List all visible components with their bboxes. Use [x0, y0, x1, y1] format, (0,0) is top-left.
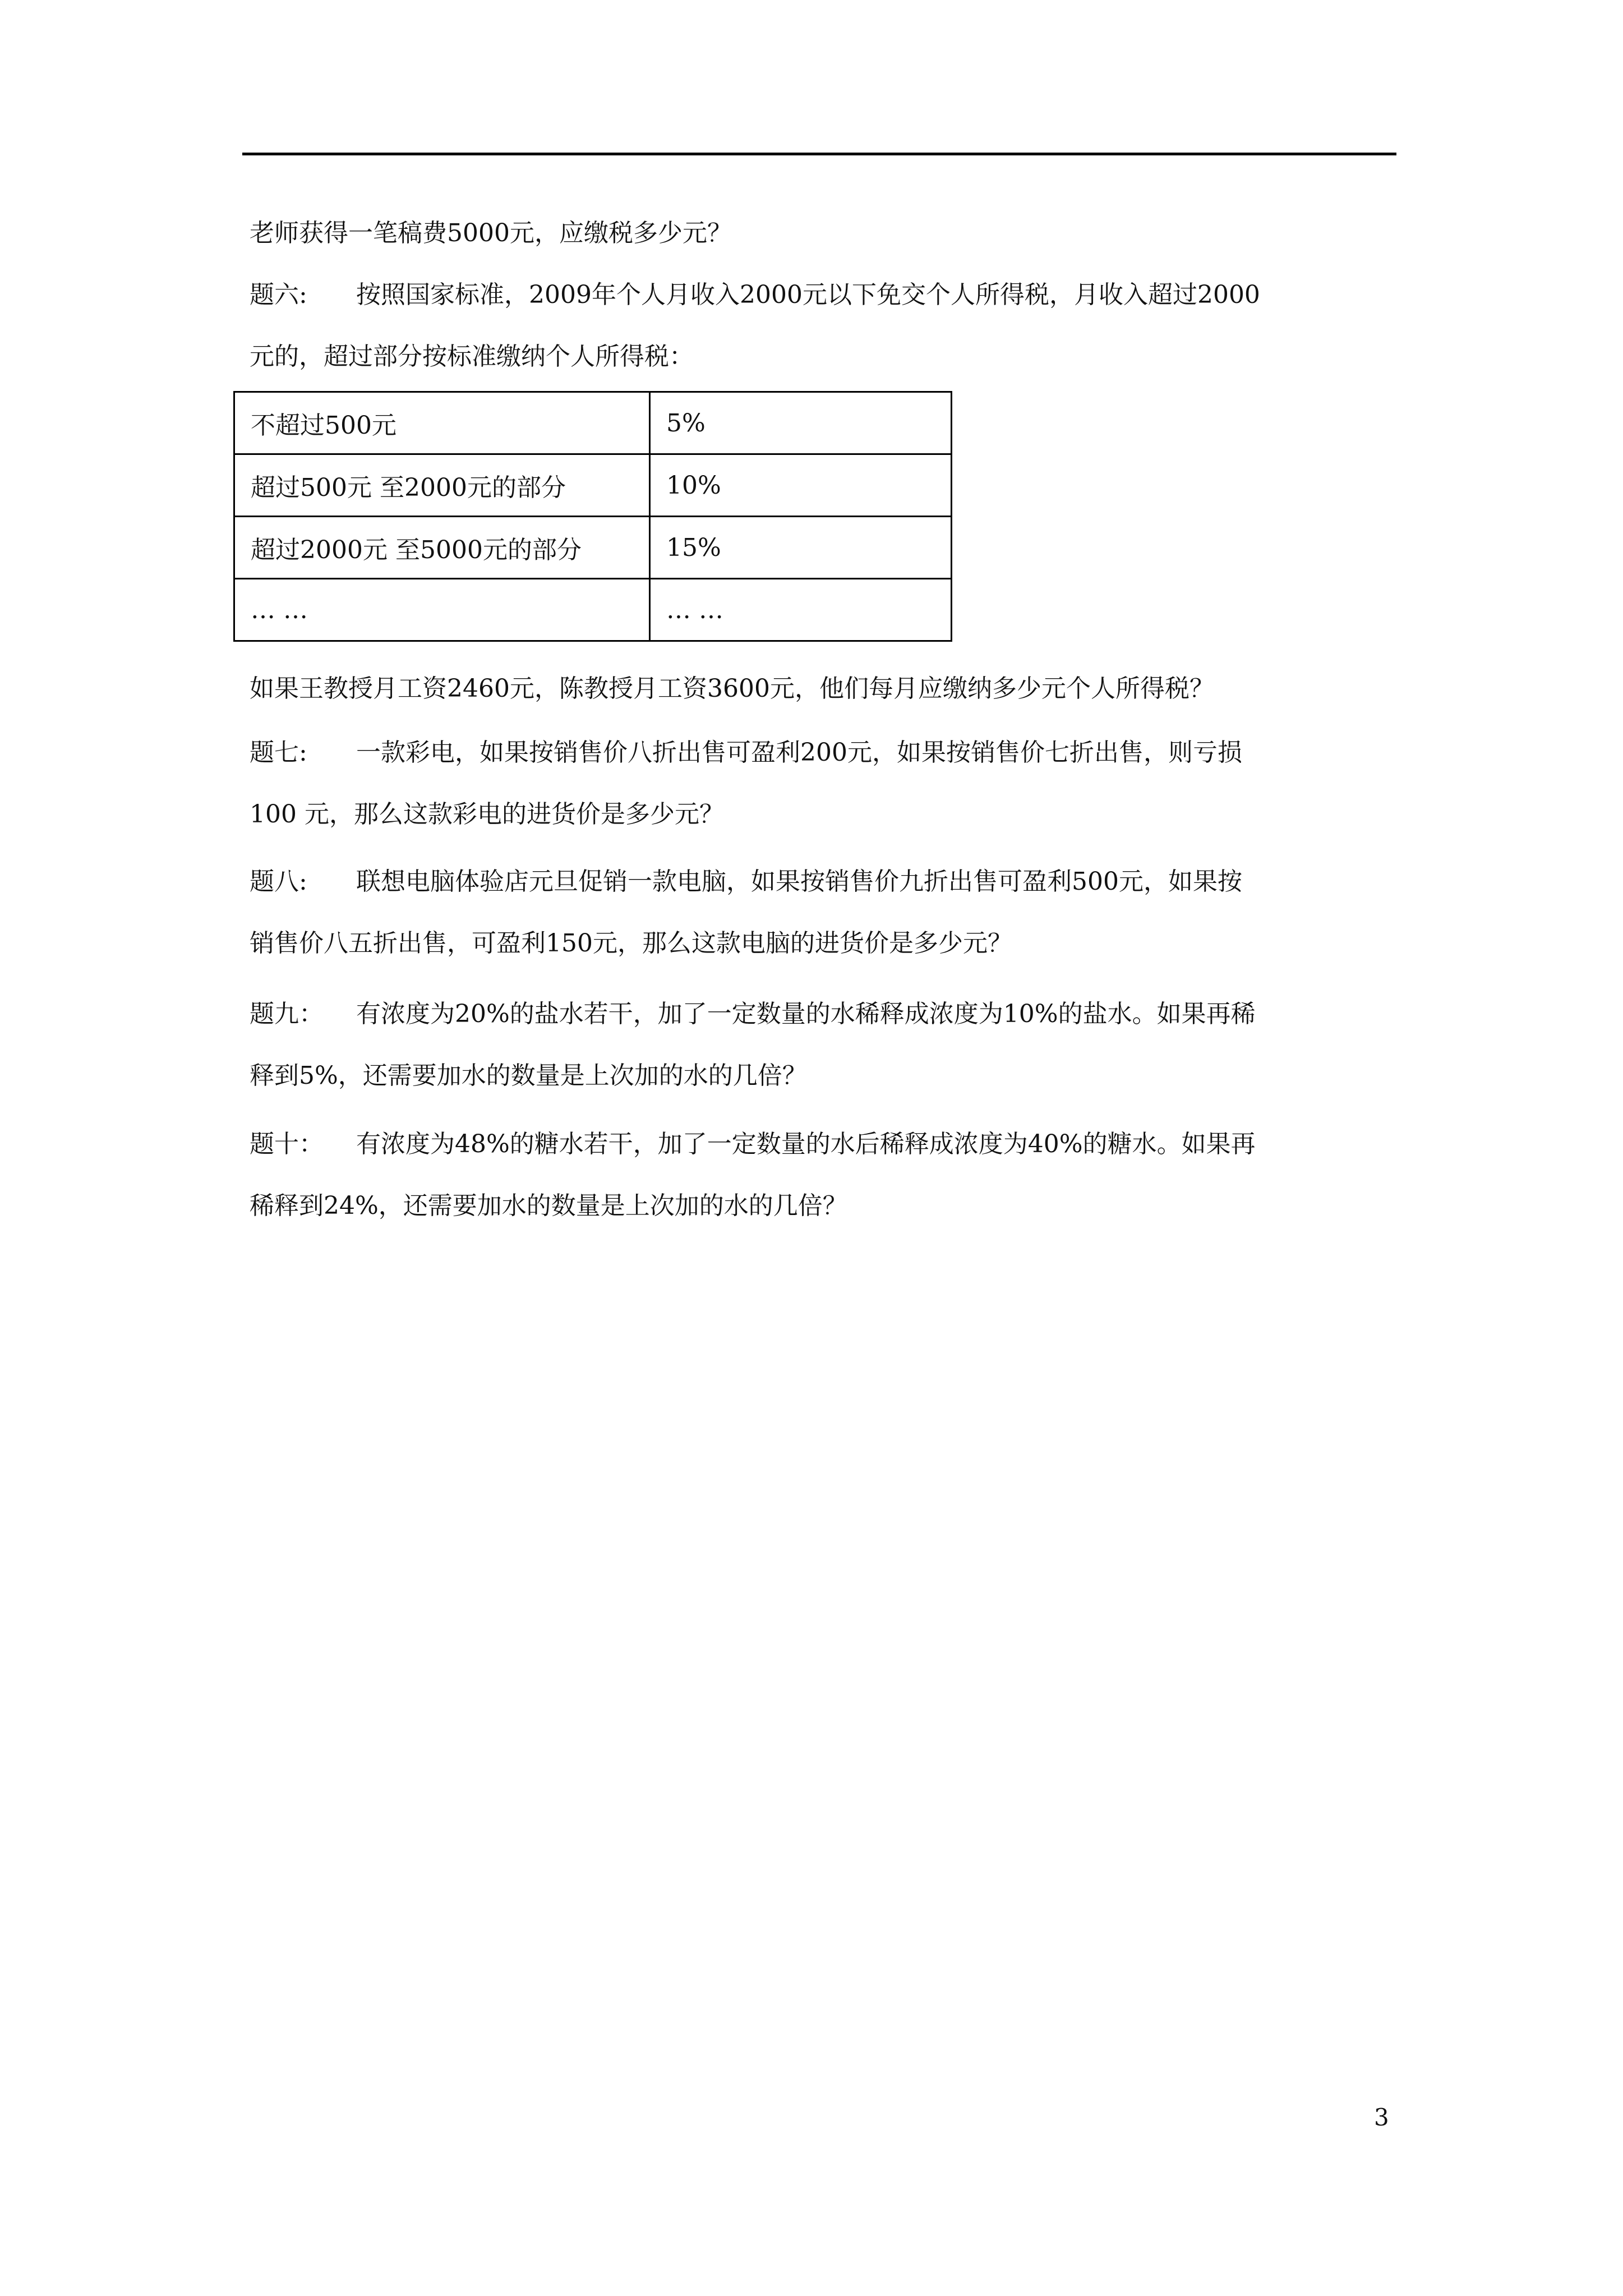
tax-rate-cell: … … — [650, 579, 952, 641]
question-7-line-1 — [250, 733, 1396, 773]
question-6-line-1 — [250, 275, 1396, 315]
table-row — [234, 392, 952, 454]
question-10 — [250, 1124, 1396, 1226]
question-6-question: 如果王教授月工资2460元，陈教授月工资3600元，他们每月应缴纳多少元个人所得税？ — [250, 674, 1214, 703]
question-9-text-2: 释到5%，还需要加水的数量是上次加的水的几倍？ — [250, 1061, 807, 1090]
page-number: 3 — [1374, 2104, 1389, 2131]
table-row — [234, 517, 952, 579]
question-6-prompt — [250, 669, 1396, 709]
tax-rate-cell: 10% — [650, 454, 952, 517]
tax-range-cell: … … — [234, 579, 650, 641]
tax-rate-table — [233, 391, 952, 642]
question-7-text-1: 一款彩电，如果按销售价八折出售可盈利200元，如果按销售价七折出售，则亏损 — [356, 738, 1242, 767]
question-9-line-1 — [250, 994, 1396, 1034]
question-8 — [250, 862, 1396, 964]
question-9-tag: 题九： — [250, 1000, 324, 1028]
question-7-text-2: 100 元，那么这款彩电的进货价是多少元？ — [250, 800, 724, 829]
continuation-text: 老师获得一笔稿费5000元，应缴税多少元？ — [250, 219, 732, 247]
continuation-paragraph — [250, 213, 1396, 254]
question-9 — [250, 994, 1396, 1096]
question-7 — [250, 733, 1396, 835]
question-10-text-2: 稀释到24%，还需要加水的数量是上次加的水的几倍？ — [250, 1191, 847, 1220]
question-10-tag: 题十： — [250, 1130, 324, 1158]
question-8-text-2: 销售价八五折出售，可盈利150元，那么这款电脑的进货价是多少元？ — [250, 929, 1012, 958]
question-10-text-1: 有浓度为48%的糖水若干，加了一定数量的水后稀释成浓度为40%的糖水。如果再 — [356, 1130, 1256, 1158]
tax-rate-cell: 15% — [650, 517, 952, 579]
question-6-text-1: 按照国家标准，2009年个人月收入2000元以下免交个人所得税，月收入超过2000 — [356, 280, 1260, 309]
question-6 — [250, 275, 1396, 377]
tax-range-cell: 超过2000元 至5000元的部分 — [234, 517, 650, 579]
question-10-line-1 — [250, 1124, 1396, 1165]
table-row — [234, 579, 952, 641]
header-rule — [242, 153, 1396, 155]
tax-range-cell: 超过500元 至2000元的部分 — [234, 454, 650, 517]
question-8-tag: 题八: — [250, 867, 307, 896]
question-6-tag: 题六: — [250, 280, 307, 309]
table-row — [234, 454, 952, 517]
tax-rate-cell: 5% — [650, 392, 952, 454]
question-8-line-1 — [250, 862, 1396, 902]
question-7-tag: 题七: — [250, 738, 307, 767]
question-9-text-1: 有浓度为20%的盐水若干，加了一定数量的水稀释成浓度为10%的盐水。如果再稀 — [356, 1000, 1256, 1028]
question-8-text-1: 联想电脑体验店元旦促销一款电脑，如果按销售价九折出售可盈利500元，如果按 — [356, 867, 1242, 896]
tax-range-cell: 不超过500元 — [234, 392, 650, 454]
question-6-text-2: 元的，超过部分按标准缴纳个人所得税： — [250, 342, 694, 371]
